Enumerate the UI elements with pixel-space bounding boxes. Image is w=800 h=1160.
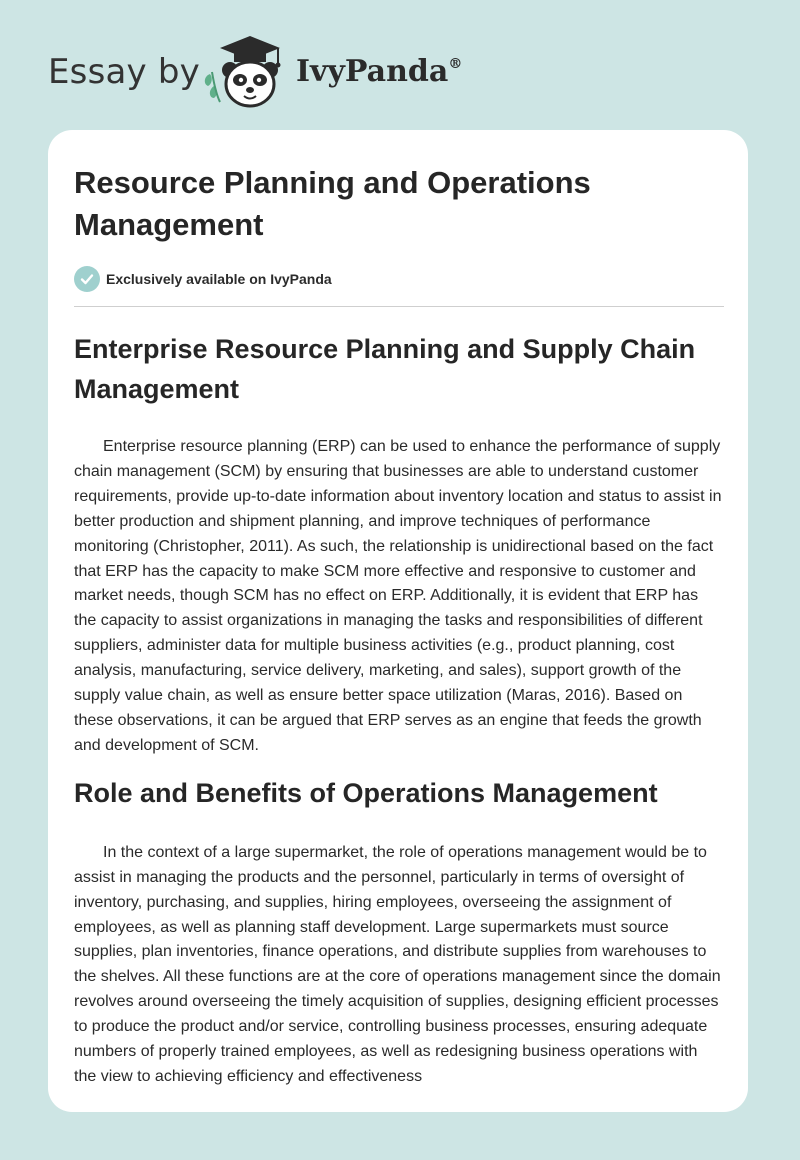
exclusive-badge bbox=[74, 264, 724, 294]
brand-name[interactable]: IvyPanda® bbox=[296, 54, 463, 89]
section-heading: Enterprise Resource Planning and Supply Chain Management bbox=[74, 334, 696, 404]
check-icon bbox=[74, 266, 100, 292]
site-header bbox=[48, 34, 748, 114]
essay-by-label: Essay by bbox=[48, 52, 200, 92]
section-paragraph: In the context of a large supermarket, the role of operations management would be to assist in managing the products and the personnel, particularly in terms of oversight of inventory, purchasing, and supplies, hiring employees, overseeing the assignment of employees, as well as planning staff development. Large supermarkets must source supplies, plan inventories, finance operations, and distribute supplies from warehouses to the shelves. All these functions are at the core of operations management since the domain revolves around overseeing the timely acquisition of supplies, designing efficient processes to produce the product and/or service, controlling business processes, ensuring adequate numbers of properly trained employees, as well as redesigning business operations with the view to achieving efficiency and effectiveness bbox=[74, 843, 721, 1085]
section-heading: Role and Benefits of Operations Management bbox=[74, 777, 658, 808]
badge-label: Exclusively available on IvyPanda bbox=[106, 271, 332, 287]
article-card bbox=[48, 130, 748, 1112]
article-title: Resource Planning and Operations Management bbox=[74, 165, 591, 242]
panda-logo-icon[interactable] bbox=[200, 34, 292, 110]
divider bbox=[74, 306, 724, 307]
section-paragraph: Enterprise resource planning (ERP) can be used to enhance the performance of supply chain management (SCM) by ensuring that businesses are able to understand customer requirements, provide up-to-date information about inventory location and status to assist in better production and shipment planning, and improve techniques of performance monitoring (Christopher, 2011). As such, the relationship is unidirectional based on the fact that ERP has the capacity to make SCM more effective and responsive to customer and market needs, though SCM has no effect on ERP. Additionally, it is evident that ERP has the capacity to assist organizations in managing the tasks and responsibilities of different suppliers, administer data for multiple business activities (e.g., product planning, cost analysis, manufacturing, service delivery, marketing, and sales), support growth of the supply value chain, as well as ensure better space utilization (Maras, 2016). Based on these observations, it can be argued that ERP serves as an engine that feeds the growth and development of SCM. bbox=[74, 438, 722, 754]
